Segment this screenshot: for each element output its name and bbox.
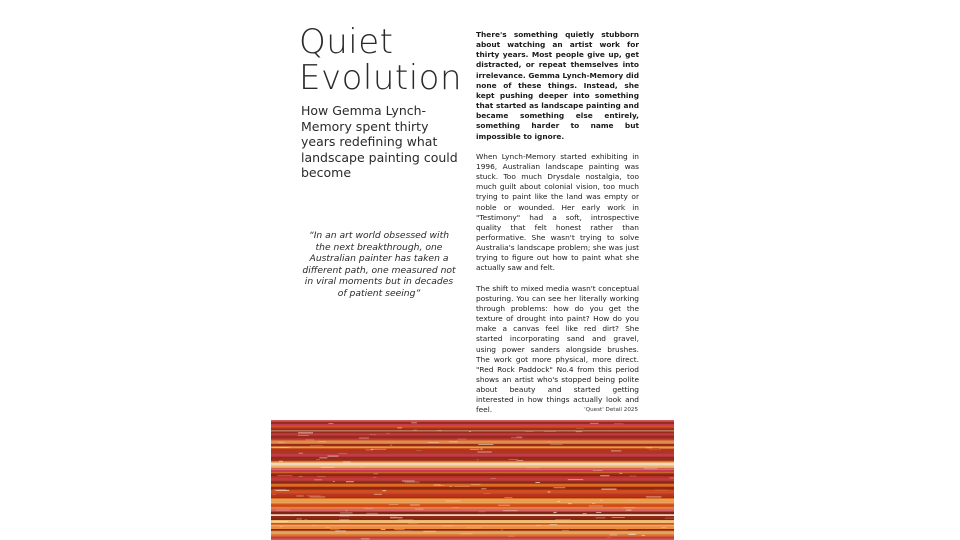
artwork-stripe [271,531,674,532]
title-line-1: Quiet [299,22,394,62]
artwork-fleck [525,431,533,432]
artwork-fleck [277,475,292,476]
artwork-fleck [469,431,471,432]
artwork-fleck [576,432,583,433]
artwork-fleck [562,530,569,531]
artwork-fleck [477,452,491,453]
artwork-fleck [386,433,390,434]
artwork-fleck [314,480,322,481]
artwork-fleck [366,450,373,451]
artwork-fleck [550,444,562,445]
article-title [299,24,469,96]
artwork-fleck [340,516,350,517]
artwork-fleck [272,521,288,522]
artwork-fleck [484,493,491,494]
artwork-fleck [548,491,551,492]
artwork-fleck [589,506,603,507]
artwork-fleck [312,525,317,526]
artwork-fleck [576,428,584,429]
artwork-fleck [371,449,386,450]
artwork-stripe [271,520,674,523]
artwork-fleck [415,509,424,510]
artwork-fleck [278,442,284,443]
artwork-fleck [554,487,566,488]
artwork-fleck [498,505,510,506]
artwork-fleck [416,450,421,451]
artwork-stripe [271,470,674,472]
artwork-fleck [359,438,369,439]
artwork-fleck [325,527,330,528]
body-paragraph-3: The shift to mixed media wasn't conceptual posturing. You can see her literally working through problems: how do you get the texture of drought into paint? How do you make a canvas feel like red dirt? She started incorporating sand and gravel, using power sanders alongside brushes. The work got more physical, more direct. "Red Rock Paddock" No.4 from this period shows an artist who's stopped being polite about beauty and started getting interested in how things actually look and feel. [476,283,639,415]
artwork-fleck [526,468,540,469]
artwork-fleck [397,427,402,428]
artwork-stripe [271,476,674,478]
artwork-fleck [333,481,335,482]
artwork-fleck [583,513,587,514]
artwork-stripe [271,438,674,440]
artwork-stripe [271,512,674,513]
artwork-stripe [271,504,674,505]
artwork-stripe [271,436,674,439]
artwork-stripe [271,432,674,433]
artwork-fleck [508,536,514,537]
image-caption: 'Quest' Detail 2025 [584,407,638,413]
artwork-fleck [642,535,645,536]
artwork-image [271,420,674,540]
artwork-fleck [536,525,541,526]
artwork-stripe [271,429,674,431]
artwork-stripe [271,499,674,501]
artwork-fleck [335,530,346,531]
artwork-fleck [590,423,599,424]
artwork-stripe [271,506,674,507]
artwork-stripe [271,461,674,462]
artwork-fleck [616,529,629,530]
artwork-fleck [304,519,307,520]
artwork-stripe [271,425,674,427]
artwork-fleck [389,505,399,506]
artwork-stripe [271,431,674,432]
artwork-fleck [553,512,556,513]
artwork-fleck [339,453,348,454]
artwork-fleck [568,503,572,504]
artwork-stripe [271,501,674,503]
artwork-stripe [271,514,674,516]
artwork-stripe [271,481,674,483]
artwork-fleck [307,495,321,496]
artwork-fleck [374,494,382,495]
artwork-fleck [328,423,333,424]
lead-paragraph: There's something quietly stubborn about watching an artist work for thirty years. Most people give up, get distracted, or repeat themselves into irrelevance. Gemma Lynch-Memory did none of these things. Instead, she kept pushing deeper into something that started as landscape painting and became something else entirely, something harder to name but impossible to ignore. [476,30,639,141]
artwork-stripe [271,460,674,461]
artwork-fleck [509,459,518,460]
artwork-stripe [271,420,674,422]
artwork-fleck [316,459,319,460]
artwork-fleck [298,435,309,436]
artwork-fleck [361,538,370,539]
artwork-stripe [271,424,674,426]
artwork-fleck [555,520,571,521]
artwork-stripe [271,463,674,466]
artwork-stripe [271,457,674,459]
artwork-fleck [318,442,326,443]
artwork-fleck [557,501,560,502]
artwork-fleck [549,524,557,525]
artwork-stripe [271,443,674,444]
artwork-stripe [271,468,674,469]
artwork-fleck [339,519,349,520]
artwork-stripe [271,474,674,476]
artwork-fleck [272,447,287,448]
artwork-fleck [373,477,376,478]
artwork-fleck [382,490,386,491]
artwork-stripe [271,428,674,429]
artwork-fleck [593,470,603,471]
title-line-2: Evolution [299,58,463,98]
artwork-fleck [460,533,472,534]
artwork-fleck [394,529,404,530]
artwork-fleck [310,446,323,447]
artwork-stripe [271,518,674,520]
artwork-fleck [596,512,601,513]
artwork-fleck [330,529,339,530]
artwork-fleck [611,450,621,451]
artwork-fleck [646,448,652,449]
artwork-fleck [646,497,662,498]
artwork-stripe [271,491,674,493]
artwork-stripe [271,433,674,435]
artwork-fleck [470,449,480,450]
artwork-fleck [345,511,347,512]
artwork-fleck [381,529,386,530]
artwork-stripe [271,422,674,423]
artwork-fleck [297,518,302,519]
article-subtitle: How Gemma Lynch-Memory spent thirty years redefining what landscape painting could become [301,103,458,180]
artwork-fleck [600,475,609,476]
artwork-fleck [434,485,441,486]
artwork-fleck [410,504,420,505]
artwork-fleck [614,424,624,425]
artwork-fleck [443,526,454,527]
artwork-fleck [298,432,313,433]
artwork-fleck [659,448,674,449]
artwork-fleck [480,449,482,450]
artwork-fleck [596,517,606,518]
artwork-fleck [665,518,674,519]
artwork-fleck [367,513,378,514]
artwork-stripes [271,420,674,540]
artwork-fleck [398,519,414,520]
artwork-stripe [271,481,674,482]
artwork-fleck [600,500,602,501]
artwork-fleck [413,430,417,431]
artwork-fleck [294,514,300,515]
artwork-fleck [466,527,482,528]
artwork-fleck [411,422,417,423]
artwork-fleck [390,517,403,518]
artwork-stripe [271,452,674,454]
artwork-stripe [271,512,674,514]
artwork-stripe [271,486,674,487]
artwork-fleck [619,473,622,474]
artwork-fleck [364,508,373,509]
artwork-fleck [458,439,467,440]
artwork-fleck [666,464,675,465]
artwork-fleck [445,501,461,502]
artwork-fleck [628,534,635,535]
artwork-stripe [271,446,674,448]
artwork-stripe [271,478,674,481]
artwork-fleck [601,489,616,490]
body-paragraph-2: When Lynch-Memory started exhibiting in 1996, Australian landscape painting was stuck. Too much Drysdale nostalgia, too much guilt about colonial vision, too much trying to paint like the land was empty or noble or wounded. Her early work in "Testimony" had a soft, introspective quality that felt honest rather than performative. She wasn't trying to solve Australia's landscape problem; she was just trying to figure out how to paint what she actually saw and felt. [476,151,639,273]
artwork-fleck [449,441,458,442]
artwork-fleck [361,467,363,468]
artwork-fleck [346,481,354,482]
artwork-fleck [471,484,480,485]
artwork-fleck [276,490,289,491]
artwork-fleck [279,461,283,462]
artwork-fleck [612,517,625,518]
artwork-fleck [402,481,415,482]
artwork-fleck [310,496,326,497]
artwork-fleck [299,476,303,477]
artwork-fleck [343,461,351,462]
artwork-stripe [271,444,674,447]
artwork-fleck [390,516,397,517]
artwork-stripe [271,490,674,492]
artwork-fleck [504,497,512,498]
artwork-stripe [271,505,674,506]
artwork-stripe [271,431,674,432]
artwork-stripe [271,523,674,525]
artwork-fleck [661,527,666,528]
artwork-fleck [317,476,325,477]
artwork-fleck [592,503,595,504]
pull-quote: “In an art world obsessed with the next breakthrough, one Australian painter has taken a different path, one measured not in viral moments but in decades of patient seeing” [302,230,456,299]
artwork-fleck [479,512,486,513]
artwork-fleck [535,482,540,483]
artwork-fleck [296,496,303,497]
artwork-stripe [271,495,674,497]
artwork-fleck [408,524,418,525]
artwork-stripe [271,494,674,495]
artwork-fleck [437,430,442,431]
artwork-stripe [271,469,674,470]
artwork-stripe [271,498,674,499]
artwork-fleck [321,467,335,468]
artwork-fleck [630,476,637,477]
artwork-fleck [328,456,339,457]
artwork-fleck [478,444,493,445]
artwork-fleck [568,479,583,480]
artwork-fleck [544,431,556,432]
artwork-stripe [271,497,674,498]
artwork-fleck [548,441,551,442]
artwork-stripe [271,525,674,527]
artwork-stripe [271,473,674,475]
artwork-stripe [271,440,674,442]
artwork-stripe [271,507,674,509]
article-body [476,30,639,426]
artwork-fleck [481,488,486,489]
artwork-stripe [271,459,674,461]
artwork-fleck [280,526,283,527]
artwork-fleck [450,486,452,487]
artwork-fleck [517,437,523,438]
artwork-fleck [517,460,524,461]
artwork-fleck [607,537,612,538]
artwork-fleck [503,510,518,511]
artwork-stripe [271,537,674,539]
artwork-fleck [273,494,276,495]
artwork-fleck [319,457,327,458]
artwork-fleck [648,450,661,451]
artwork-fleck [623,507,635,508]
artwork-fleck [423,531,436,532]
artwork-fleck [374,473,378,474]
artwork-fleck [340,512,353,513]
artwork-fleck [455,486,470,487]
artwork-fleck [390,445,392,446]
artwork-fleck [669,477,674,478]
artwork-stripe [271,472,674,473]
artwork-fleck [276,510,290,511]
artwork-fleck [428,442,439,443]
artwork-fleck [644,468,658,469]
artwork-fleck [299,453,304,454]
artwork-fleck [425,514,433,515]
artwork-fleck [501,530,503,531]
artwork-stripe [271,509,674,512]
artwork-fleck [610,535,618,536]
artwork-fleck [405,482,420,483]
artwork-fleck [626,510,632,511]
artwork-fleck [305,440,314,441]
artwork-stripe [271,493,674,494]
